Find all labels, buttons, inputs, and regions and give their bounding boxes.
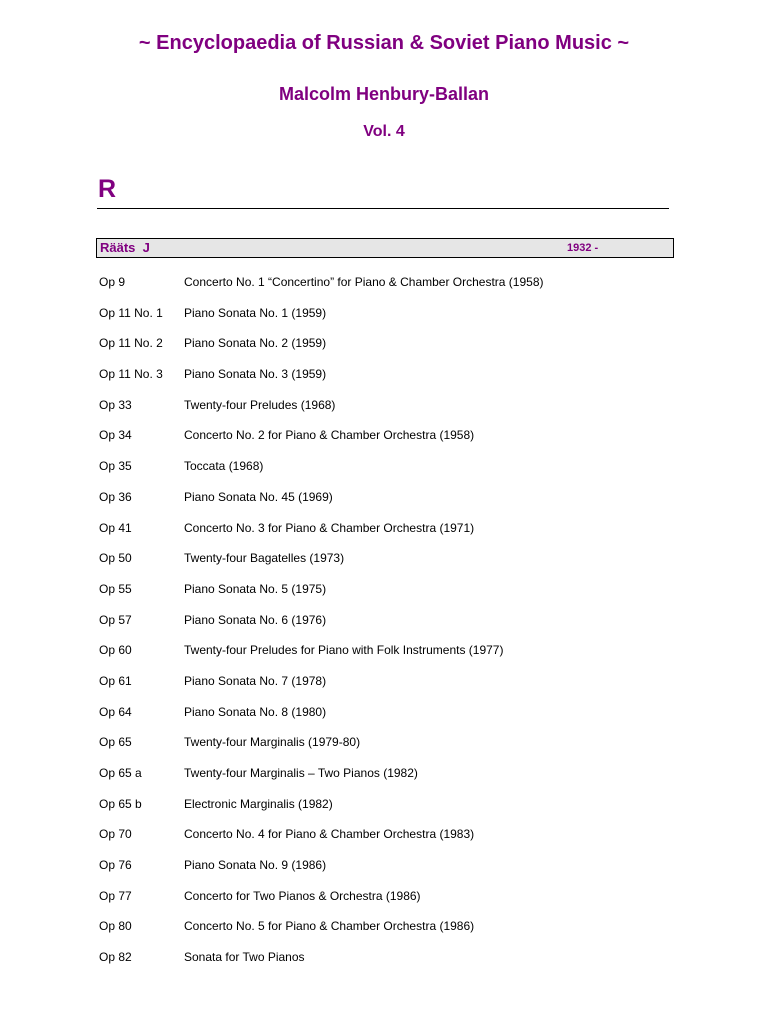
work-title: Concerto No. 1 “Concertino” for Piano & Chamber Orchestra (1958) [184, 275, 544, 289]
section-divider [97, 208, 669, 209]
opus-number: Op 65 a [99, 766, 142, 780]
opus-number: Op 80 [99, 919, 132, 934]
work-title: Piano Sonata No. 8 (1980) [184, 704, 327, 719]
work-row [99, 520, 679, 551]
work-title: Piano Sonata No. 3 (1959) [184, 367, 327, 382]
work-title: Piano Sonata No. 9 (1986) [184, 858, 327, 873]
opus-number: Op 11 No. 1 [99, 305, 163, 320]
work-row [99, 427, 679, 458]
opus-number: Op 36 [99, 489, 132, 504]
work-title: Twenty-four Preludes (1968) [184, 397, 336, 412]
opus-number: Op 34 [99, 428, 132, 443]
opus-number: Op 76 [99, 858, 132, 873]
opus-number: Op 55 [99, 581, 132, 596]
composer-name: Rääts J [100, 240, 150, 255]
composer-dates: 1932 - [567, 242, 599, 254]
work-title: Piano Sonata No. 1 (1959) [184, 305, 327, 320]
document-title: ~ Encyclopaedia of Russian & Soviet Piano Music ~ [138, 32, 630, 54]
work-title: Piano Sonata No. 45 (1969) [184, 489, 333, 504]
opus-number: Op 64 [99, 704, 132, 719]
work-title: Piano Sonata No. 7 (1978) [184, 673, 327, 688]
work-title: Electronic Marginalis (1982) [184, 796, 333, 811]
work-title: Twenty-four Preludes for Piano with Folk Instruments (1977) [184, 643, 504, 658]
volume-label: Vol. 4 [363, 123, 405, 140]
opus-number: Op 60 [99, 643, 132, 658]
opus-number: Op 41 [99, 520, 132, 535]
work-row [99, 335, 679, 366]
work-row [99, 581, 679, 612]
work-row [99, 704, 679, 735]
opus-number: Op 57 [99, 612, 132, 627]
work-row [99, 305, 679, 336]
section-letter: R [98, 175, 117, 203]
work-row [99, 642, 679, 673]
work-row [99, 734, 679, 765]
work-row [99, 857, 679, 888]
opus-number: Op 77 [99, 888, 132, 903]
work-row [99, 397, 679, 428]
work-title: Concerto No. 3 for Piano & Chamber Orchestra (1971) [184, 520, 475, 535]
opus-number: Op 65 b [99, 796, 142, 811]
opus-number: Op 9 [99, 275, 126, 289]
work-title: Piano Sonata No. 2 (1959) [184, 336, 327, 351]
work-title: Sonata for Two Pianos [184, 950, 305, 965]
work-title: Toccata (1968) [184, 459, 264, 474]
work-row [99, 489, 679, 520]
opus-number: Op 50 [99, 551, 132, 566]
opus-number: Op 11 No. 2 [99, 336, 163, 351]
work-title: Piano Sonata No. 6 (1976) [184, 612, 327, 627]
work-row [99, 366, 679, 397]
work-title: Twenty-four Marginalis (1979-80) [184, 735, 361, 750]
work-title: Piano Sonata No. 5 (1975) [184, 581, 327, 596]
work-row [99, 765, 679, 796]
work-title: Concerto for Two Pianos & Orchestra (1986) [184, 888, 421, 903]
work-title: Twenty-four Marginalis – Two Pianos (1982) [184, 766, 418, 780]
work-row [99, 673, 679, 704]
work-row [99, 888, 679, 919]
composer-header [96, 238, 674, 258]
opus-number: Op 70 [99, 827, 132, 842]
work-row [99, 949, 679, 980]
work-row [99, 796, 679, 827]
work-title: Concerto No. 2 for Piano & Chamber Orchestra (1958) [184, 428, 475, 443]
opus-number: Op 82 [99, 950, 132, 965]
opus-number: Op 65 [99, 735, 132, 750]
works-list [99, 274, 679, 980]
work-row [99, 918, 679, 949]
work-row [99, 274, 679, 305]
work-title: Concerto No. 4 for Piano & Chamber Orchestra (1983) [184, 827, 475, 842]
work-row [99, 550, 679, 581]
work-row [99, 826, 679, 857]
opus-number: Op 61 [99, 673, 132, 688]
author-name: Malcolm Henbury-Ballan [278, 84, 490, 104]
opus-number: Op 33 [99, 397, 132, 412]
work-title: Twenty-four Bagatelles (1973) [184, 551, 345, 566]
work-title: Concerto No. 5 for Piano & Chamber Orchestra (1986) [184, 919, 475, 934]
work-row [99, 612, 679, 643]
opus-number: Op 11 No. 3 [99, 367, 163, 382]
opus-number: Op 35 [99, 459, 132, 474]
work-row [99, 458, 679, 489]
